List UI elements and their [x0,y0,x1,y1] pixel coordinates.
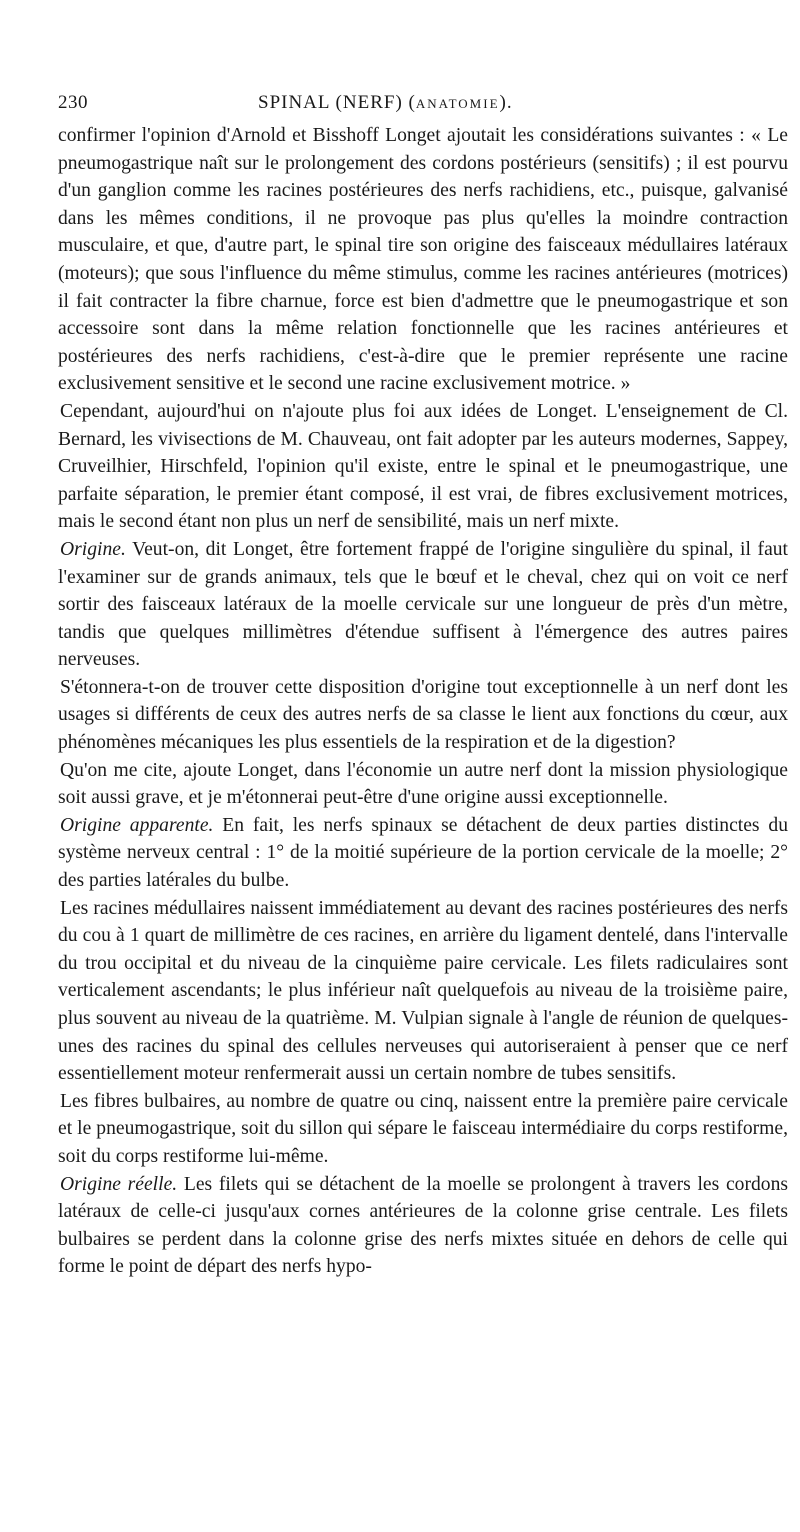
running-title-end: ). [499,92,513,113]
page [58,92,788,1281]
paragraph-6 [58,812,788,895]
paragraph-3-text: Veut-on, dit Longet, être fortement frappé de l'origine singulière du spinal, il faut l'examiner sur de grands animaux, tels que le bœuf et le cheval, chez qui on voit ce nerf sortir des faisceaux latéraux de la moelle cervicale sur une longueur de près d'un mètre, tandis que quelques millimètres d'étendue suffisent à l'émergence des autres paires nerveuses. [58,538,788,671]
paragraph-4-text: S'étonnera-t-on de trouver cette disposition d'origine tout exceptionnelle à un nerf dont les usages si différents de ceux des autres nerfs de sa classe le lient aux fonctions du cœur, aux phénomènes mécaniques les plus essentiels de la respiration et de la digestion? [58,676,788,754]
paragraph-4 [58,674,788,757]
paragraph-9-text: Les filets qui se détachent de la moelle se prolongent à travers les cordons latéraux de celle-ci jusqu'aux cornes antérieures de la colonne grise centrale. Les filets bulbaires se perdent dans la colonne grise des nerfs mixtes située en dehors de celle qui forme le point de départ des nerfs hypo- [58,1173,788,1278]
body-text [58,122,788,1281]
paragraph-2 [58,398,788,536]
run-in-heading-origine-reelle: Origine réelle. [60,1173,178,1195]
running-title-smallcaps: ANATOMIE [415,96,500,111]
paragraph-1 [58,122,788,398]
paragraph-7-text: Les racines médullaires naissent immédiatement au devant des racines postérieures des nerfs du cou à 1 quart de millimètre de ces racines, en arrière du ligament dentelé, dans l'intervalle du trou occipital et du niveau de la cinquième paire cervicale. Les filets radiculaires sont verticalement ascendants; le plus inférieur naît quelquefois au niveau de la troisième paire, plus souvent au niveau de la quatrième. M. Vulpian signale à l'angle de réunion de quelques-unes des racines du spinal des cellules nerveuses qui autoriseraient à penser que ce nerf essentiellement moteur renfermerait aussi un certain nombre de tubes sensitifs. [58,897,788,1085]
paragraph-6-text: En fait, les nerfs spinaux se détachent de deux parties distinctes du système nerveux central : 1° de la moitié supérieure de la portion cervicale de la moelle; 2° des parties latérales du bulbe. [58,814,788,892]
paragraph-3 [58,536,788,674]
run-in-heading-origine: Origine. [60,538,126,560]
paragraph-8-text: Les fibres bulbaires, au nombre de quatre ou cinq, naissent entre la première paire cervicale et le pneumogastrique, soit du sillon qui sépare le faisceau intermédiaire du corps restiforme, soit du corps restiforme lui-même. [58,1090,788,1167]
paragraph-7 [58,895,788,1088]
paragraph-5-text: Qu'on me cite, ajoute Longet, dans l'économie un autre nerf dont la mission physiologique soit aussi grave, et je m'étonnerai peut-être d'une origine aussi exceptionnelle. [58,759,788,809]
running-title [258,92,513,114]
paragraph-9 [58,1171,788,1281]
paragraph-5 [58,757,788,812]
run-in-heading-origine-apparente: Origine apparente. [60,814,214,836]
running-head [58,92,788,120]
page-number: 230 [58,92,88,113]
paragraph-1-text: confirmer l'opinion d'Arnold et Bisshoff Longet ajoutait les considérations suivantes : « Le pneumogastrique naît sur le prolongement des cordons postérieurs (sensitifs) ; il est pourvu d'un ganglion comme les racines postérieures des nerfs rachidiens, etc., puisque, galvanisé dans les mêmes conditions, il ne provoque pas plus qu'elles la moindre contraction musculaire, et que, d'autre part, le spinal tire son origine des faisceaux médullaires latéraux (moteurs); que sous l'influence du même stimulus, comme les racines antérieures (motrices) il fait contracter la fibre charnue, force est bien d'admettre que le pneumogastrique et son accessoire sont dans la même relation fonctionnelle que les racines antérieures et postérieures des nerfs rachidiens, c'est-à-dire que le premier représente une racine exclusivement sensitive et le second une racine exclusivement motrice. » [58,125,788,395]
paragraph-8 [58,1088,788,1171]
paragraph-2-text: Cependant, aujourd'hui on n'ajoute plus foi aux idées de Longet. L'enseignement de Cl. Bernard, les vivisections de M. Chauveau, ont fait adopter par les auteurs modernes, Sappey, Cruveilhier, Hirschfeld, l'opinion qu'il existe, entre le spinal et le pneumogastrique, une parfaite séparation, le premier étant composé, il est vrai, de fibres exclusivement motrices, mais le second étant non plus un nerf de sensibilité, mais un nerf mixte. [58,400,788,533]
running-title-main: SPINAL (NERF) ( [258,92,416,113]
